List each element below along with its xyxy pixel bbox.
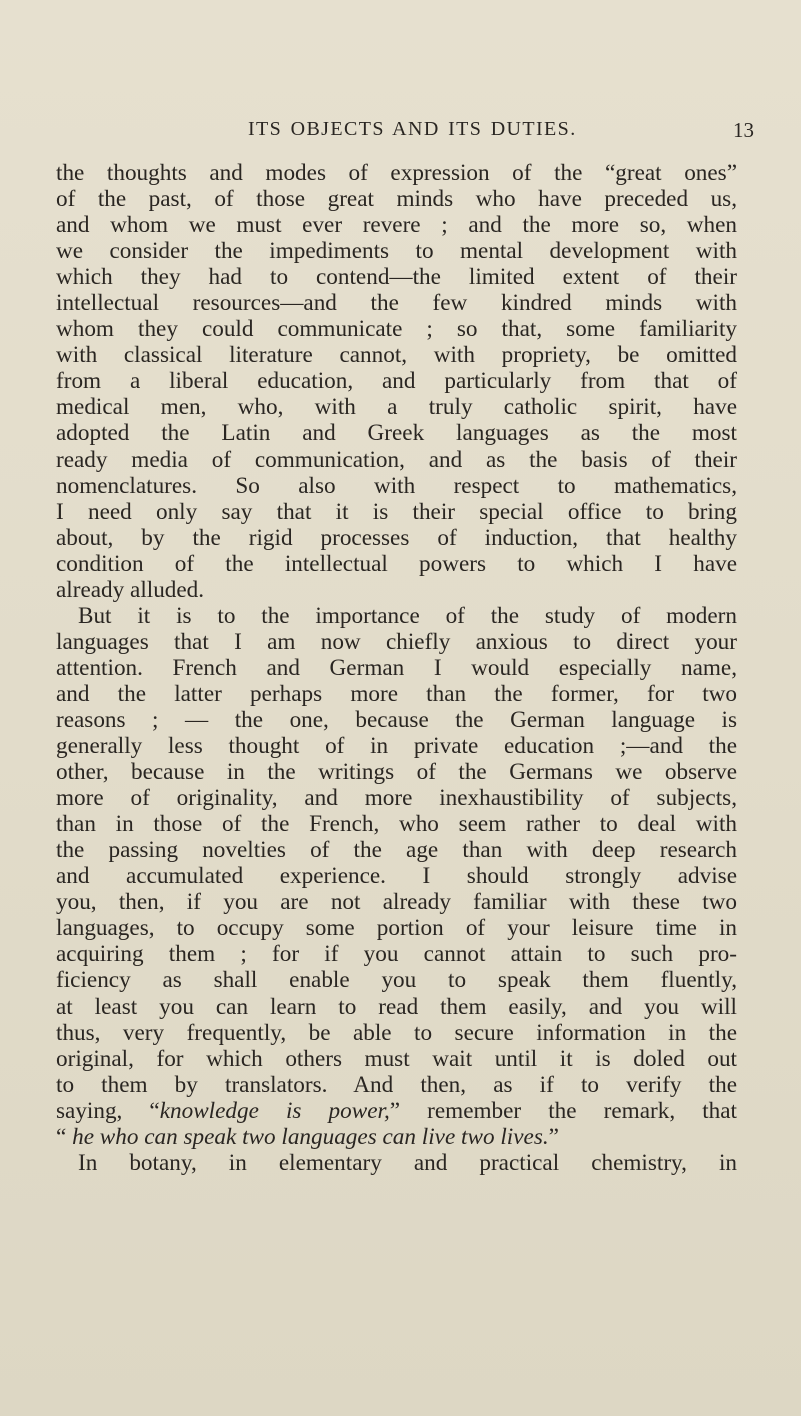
- text-line: whom they could communicate ; so that, some familiarity: [56, 316, 737, 343]
- text-line: the passing novelties of the age than with deep research: [56, 837, 737, 864]
- text-line: thus, very frequently, be able to secure information in the: [56, 1019, 737, 1046]
- text-line: medical men, who, with a truly catholic spirit, have: [56, 394, 737, 421]
- text-line: and whom we must ever revere ; and the more so, when: [56, 212, 737, 239]
- body-text: [56, 160, 737, 1176]
- text-line: and the latter perhaps more than the former, for two: [56, 680, 737, 707]
- text-line: of the past, of those great minds who have preceded us,: [56, 186, 737, 213]
- quote-italic: knowledge is power,: [159, 1097, 390, 1124]
- text-line: ficiency as shall enable you to speak them fluently,: [56, 967, 737, 994]
- text-line: from a liberal education, and particularly from that of: [56, 368, 737, 395]
- text-line: attention. French and German I would especially name,: [56, 654, 737, 681]
- text-line: condition of the intellectual powers to which I have: [56, 550, 737, 577]
- text-line: languages that I am now chiefly anxious to direct your: [56, 628, 737, 655]
- text-line: languages, to occupy some portion of your leisure time in: [56, 915, 737, 942]
- text-line: reasons ; — the one, because the German language is: [56, 706, 737, 733]
- text-line: acquiring them ; for if you cannot attain to such pro-: [56, 941, 737, 968]
- text-line: at least you can learn to read them easily, and you will: [56, 993, 737, 1020]
- text-line: generally less thought of in private education ;—and the: [56, 733, 737, 760]
- quote-tail: ” remember the remark, that: [389, 1097, 737, 1124]
- close-quote: ”: [548, 1123, 559, 1150]
- text-line: ready media of communication, and as the basis of their: [56, 446, 737, 473]
- text-line: original, for which others must wait until it is doled out: [56, 1045, 737, 1072]
- text-line: the thoughts and modes of expression of the “great ones”: [56, 160, 737, 186]
- text-line: which they had to contend—the limited extent of their: [56, 264, 737, 291]
- text-line: we consider the impediments to mental development with: [56, 238, 737, 265]
- text-line: nomenclatures. So also with respect to mathematics,: [56, 472, 737, 499]
- text-line: adopted the Latin and Greek languages as the most: [56, 420, 737, 447]
- open-quote: “: [56, 1123, 73, 1150]
- page-number: 13: [733, 118, 754, 142]
- text-line: other, because in the writings of the Germans we observe: [56, 759, 737, 786]
- text-line: to them by translators. And then, as if to verify the: [56, 1071, 737, 1098]
- text-line: than in those of the French, who seem rather to deal with: [56, 811, 737, 838]
- running-head: ITS OBJECTS AND ITS DUTIES.: [248, 118, 577, 140]
- quote-italic: he who can speak two languages can live two lives.: [72, 1123, 549, 1150]
- text-line: more of originality, and more inexhaustibility of subjects,: [56, 785, 737, 812]
- text-line: about, by the rigid processes of induction, that healthy: [56, 524, 737, 551]
- text-line: you, then, if you are not already familiar with these two: [56, 889, 737, 916]
- quote-lead: saying, “: [56, 1097, 160, 1124]
- text-line: and accumulated experience. I should strongly advise: [56, 863, 737, 890]
- text-line-quote: [56, 1098, 737, 1124]
- text-line: I need only say that it is their special office to bring: [56, 498, 737, 525]
- text-line: In botany, in elementary and practical chemistry, in: [78, 1149, 737, 1176]
- page-header: [200, 118, 754, 148]
- text-line-quote: [56, 1124, 737, 1150]
- text-line: with classical literature cannot, with propriety, be omitted: [56, 342, 737, 369]
- text-line: But it is to the importance of the study of modern: [78, 602, 737, 629]
- text-line: already alluded.: [56, 576, 205, 603]
- text-line: intellectual resources—and the few kindred minds with: [56, 290, 737, 317]
